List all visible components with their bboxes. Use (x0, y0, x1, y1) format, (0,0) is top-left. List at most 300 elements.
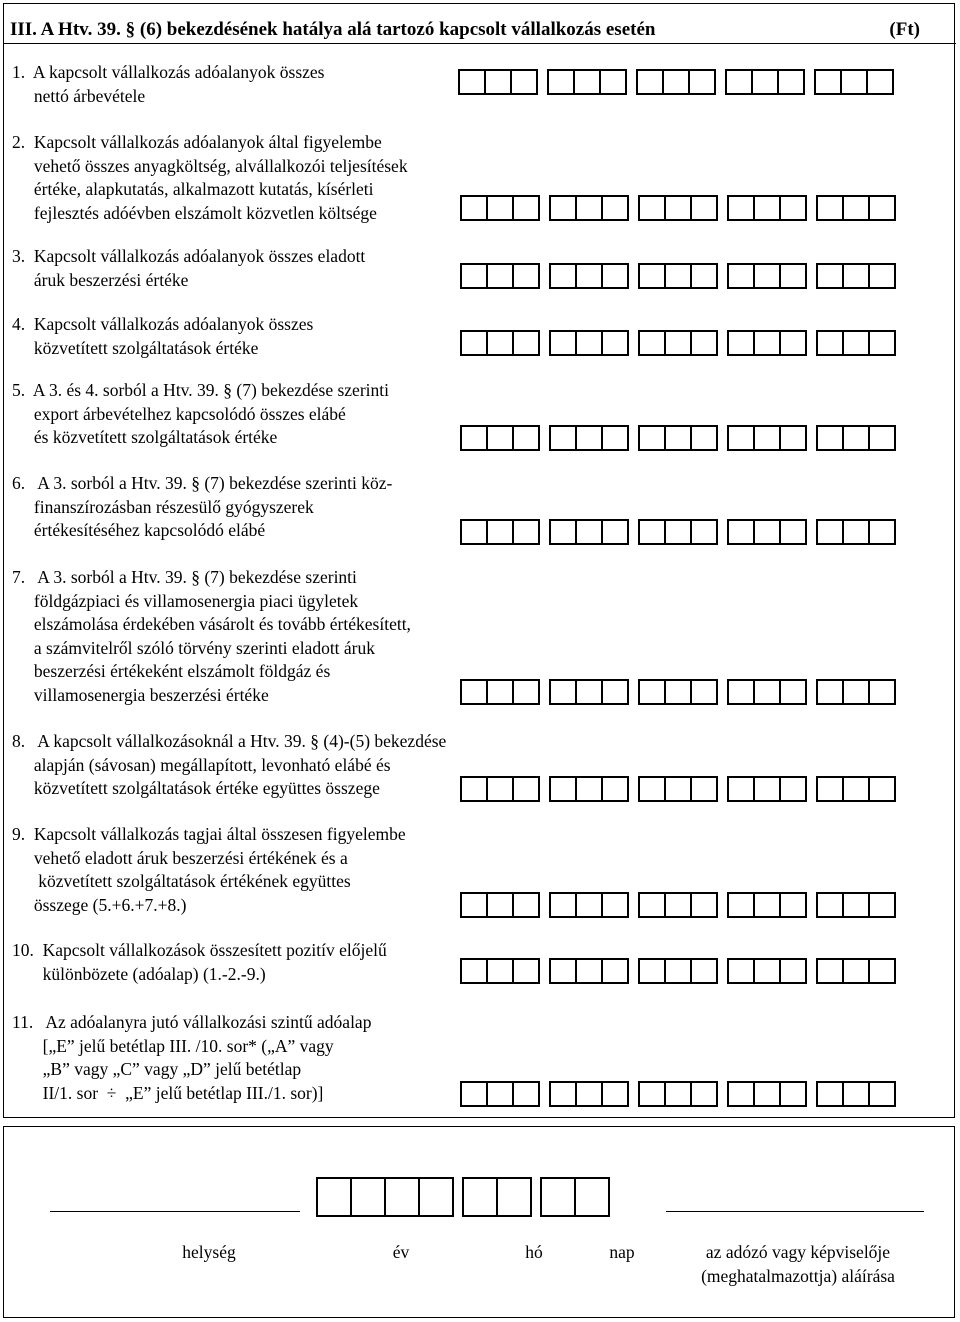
digit-box[interactable] (814, 69, 840, 95)
digit-group[interactable] (727, 776, 807, 802)
row-label-line: „B” vagy „C” vagy „D” jelű betétlap (12, 1059, 302, 1079)
digit-group[interactable] (549, 892, 629, 918)
digit-box[interactable] (460, 892, 486, 918)
digit-box[interactable] (496, 1177, 532, 1217)
digit-box[interactable] (727, 892, 753, 918)
digit-box[interactable] (601, 519, 629, 545)
digit-group[interactable] (460, 425, 540, 451)
digit-box[interactable] (842, 892, 868, 918)
digit-box[interactable] (727, 330, 753, 356)
digit-box[interactable] (690, 519, 718, 545)
digit-box[interactable] (816, 776, 842, 802)
digit-box[interactable] (842, 776, 868, 802)
digit-box[interactable] (484, 69, 510, 95)
digit-box[interactable] (549, 330, 575, 356)
digit-box[interactable] (601, 776, 629, 802)
digit-group[interactable] (638, 195, 718, 221)
digit-group[interactable] (460, 1081, 540, 1107)
digit-box[interactable] (575, 425, 601, 451)
place-line (50, 1211, 300, 1212)
digit-box[interactable] (638, 195, 664, 221)
signature-line (666, 1211, 924, 1212)
digit-box[interactable] (460, 958, 486, 984)
digit-box[interactable] (549, 958, 575, 984)
digit-box[interactable] (842, 195, 868, 221)
row-label-line: 5. A 3. és 4. sorból a Htv. 39. § (7) bekezdése szerinti (12, 380, 389, 400)
digit-group[interactable] (460, 679, 540, 705)
digit-box[interactable] (753, 958, 779, 984)
digit-group[interactable] (816, 425, 896, 451)
row-label-line: a számvitelről szóló törvény szerinti eladott áruk (12, 637, 376, 658)
digit-box[interactable] (690, 1081, 718, 1107)
digit-box[interactable] (510, 69, 538, 95)
year-boxes[interactable] (316, 1177, 454, 1217)
row-label-line: áruk beszerzési értéke (12, 269, 189, 290)
digit-group[interactable] (549, 958, 629, 984)
row-label-line: 11. Az adóalanyra jutó vállalkozási szintű adóalap (12, 1012, 372, 1032)
digit-group[interactable] (816, 1081, 896, 1107)
amount-input-boxes[interactable] (460, 892, 896, 918)
row-label-line: összege (5.+6.+7.+8.) (12, 894, 187, 915)
digit-box[interactable] (575, 1081, 601, 1107)
row-label-line: értékesítéséhez kapcsolódó elábé (12, 520, 266, 540)
digit-group[interactable] (638, 958, 718, 984)
digit-box[interactable] (512, 263, 540, 289)
digit-box[interactable] (816, 425, 842, 451)
row-label-line: 10. Kapcsolt vállalkozások összesített pozitív előjelű (12, 940, 387, 960)
digit-group[interactable] (460, 263, 540, 289)
digit-box[interactable] (779, 679, 807, 705)
row-label-line: közvetített szolgáltatások értéke (12, 337, 259, 358)
digit-box[interactable] (688, 69, 716, 95)
digit-box[interactable] (690, 263, 718, 289)
row-label-line: 8. A kapcsolt vállalkozásoknál a Htv. 39. § (4)-(5) bekezdése (12, 731, 447, 751)
digit-group[interactable] (727, 263, 807, 289)
row-label-line: 9. Kapcsolt vállalkozás tagjai által összesen figyelembe (12, 824, 406, 844)
amount-input-boxes[interactable] (460, 1081, 896, 1107)
digit-box[interactable] (662, 69, 688, 95)
digit-box[interactable] (547, 69, 573, 95)
digit-box[interactable] (549, 519, 575, 545)
digit-group[interactable] (638, 776, 718, 802)
digit-box[interactable] (816, 330, 842, 356)
digit-box[interactable] (753, 330, 779, 356)
section-title: III. A Htv. 39. § (6) bekezdésének hatálya alá tartozó kapcsolt vállalkozás esetén (10, 19, 656, 40)
row-label (12, 730, 482, 801)
digit-group[interactable] (816, 892, 896, 918)
digit-box[interactable] (638, 1081, 664, 1107)
digit-box[interactable] (638, 425, 664, 451)
digit-group[interactable] (727, 195, 807, 221)
digit-box[interactable] (868, 330, 896, 356)
digit-box[interactable] (664, 958, 690, 984)
digit-box[interactable] (549, 892, 575, 918)
digit-box[interactable] (486, 679, 512, 705)
digit-box[interactable] (601, 679, 629, 705)
digit-box[interactable] (460, 1081, 486, 1107)
digit-box[interactable] (460, 195, 486, 221)
digit-box[interactable] (868, 425, 896, 451)
digit-box[interactable] (486, 330, 512, 356)
row-label (12, 245, 482, 292)
digit-box[interactable] (458, 69, 484, 95)
digit-box[interactable] (664, 519, 690, 545)
digit-box[interactable] (549, 1081, 575, 1107)
digit-box[interactable] (549, 195, 575, 221)
digit-group[interactable] (549, 679, 629, 705)
digit-box[interactable] (601, 263, 629, 289)
row-label (12, 939, 482, 986)
digit-group[interactable] (549, 425, 629, 451)
amount-input-boxes[interactable] (460, 958, 896, 984)
digit-box[interactable] (636, 69, 662, 95)
month-label: hó (525, 1242, 543, 1262)
digit-box[interactable] (601, 1081, 629, 1107)
digit-box[interactable] (549, 263, 575, 289)
row-label (12, 379, 482, 450)
row-label-line: finanszírozásban részesülő gyógyszerek (12, 496, 314, 517)
row-label-line: értéke, alapkutatás, alkalmazott kutatás, kísérleti (12, 179, 374, 199)
digit-box[interactable] (664, 679, 690, 705)
amount-input-boxes[interactable] (460, 679, 896, 705)
row-label-line: földgázpiaci és villamosenergia piaci ügyletek (12, 590, 359, 611)
digit-box[interactable] (753, 195, 779, 221)
row-label-line: beszerzési értékeként elszámolt földgáz és (12, 661, 331, 681)
digit-box[interactable] (638, 892, 664, 918)
row-label-line: nettó árbevétele (12, 85, 146, 106)
day-boxes[interactable] (540, 1177, 610, 1217)
amount-input-boxes[interactable] (460, 425, 896, 451)
digit-box[interactable] (842, 1081, 868, 1107)
digit-box[interactable] (512, 776, 540, 802)
row-label (12, 61, 482, 108)
row-label-line: vehető eladott áruk beszerzési értékének és a (12, 847, 348, 868)
digit-group[interactable] (458, 69, 538, 95)
digit-box[interactable] (460, 425, 486, 451)
digit-box[interactable] (868, 195, 896, 221)
digit-box[interactable] (779, 1081, 807, 1107)
digit-box[interactable] (779, 263, 807, 289)
digit-box[interactable] (512, 519, 540, 545)
row-label-line: és közvetített szolgáltatások értéke (12, 427, 278, 447)
digit-group[interactable] (638, 679, 718, 705)
digit-group[interactable] (727, 1081, 807, 1107)
row-label-line: különbözete (adóalap) (1.-2.-9.) (12, 963, 266, 984)
section-header (4, 4, 956, 44)
row-label-line: [„E” jelű betétlap III. /10. sor* („A” vagy (12, 1035, 334, 1056)
digit-group[interactable] (460, 195, 540, 221)
digit-group[interactable] (638, 425, 718, 451)
digit-box[interactable] (664, 892, 690, 918)
digit-box[interactable] (816, 1081, 842, 1107)
digit-box[interactable] (727, 958, 753, 984)
digit-box[interactable] (512, 425, 540, 451)
digit-box[interactable] (753, 425, 779, 451)
row-label-line: 3. Kapcsolt vállalkozás adóalanyok összes eladott (12, 246, 366, 266)
digit-box[interactable] (868, 263, 896, 289)
digit-group[interactable] (549, 519, 629, 545)
digit-box[interactable] (460, 330, 486, 356)
digit-box[interactable] (575, 892, 601, 918)
amount-input-boxes[interactable] (460, 330, 896, 356)
digit-box[interactable] (664, 776, 690, 802)
digit-group[interactable] (549, 195, 629, 221)
amount-input-boxes[interactable] (460, 776, 896, 802)
digit-box[interactable] (462, 1177, 496, 1217)
digit-box[interactable] (727, 195, 753, 221)
digit-box[interactable] (842, 519, 868, 545)
digit-box[interactable] (664, 425, 690, 451)
digit-box[interactable] (574, 1177, 610, 1217)
digit-box[interactable] (575, 195, 601, 221)
digit-box[interactable] (486, 776, 512, 802)
digit-box[interactable] (575, 519, 601, 545)
digit-box[interactable] (573, 69, 599, 95)
digit-group[interactable] (814, 69, 894, 95)
row-label-line: 4. Kapcsolt vállalkozás adóalanyok összes (12, 314, 314, 334)
digit-box[interactable] (816, 958, 842, 984)
digit-group[interactable] (460, 958, 540, 984)
digit-box[interactable] (512, 330, 540, 356)
digit-group[interactable] (725, 69, 805, 95)
digit-box[interactable] (512, 679, 540, 705)
digit-box[interactable] (575, 679, 601, 705)
digit-group[interactable] (727, 958, 807, 984)
digit-box[interactable] (753, 263, 779, 289)
digit-box[interactable] (868, 1081, 896, 1107)
digit-box[interactable] (664, 195, 690, 221)
row-label-line: 1. A kapcsolt vállalkozás adóalanyok összes (12, 62, 325, 82)
digit-box[interactable] (638, 330, 664, 356)
digit-box[interactable] (753, 519, 779, 545)
digit-group[interactable] (816, 519, 896, 545)
row-label-line: közvetített szolgáltatások értéke együttes összege (12, 778, 380, 798)
digit-group[interactable] (549, 330, 629, 356)
row-label-line: alapján (sávosan) megállapított, levonható elábé és (12, 754, 391, 775)
digit-box[interactable] (512, 892, 540, 918)
digit-group[interactable] (638, 1081, 718, 1107)
digit-box[interactable] (601, 958, 629, 984)
digit-box[interactable] (727, 776, 753, 802)
digit-box[interactable] (601, 330, 629, 356)
digit-box[interactable] (842, 425, 868, 451)
digit-box[interactable] (575, 776, 601, 802)
digit-box[interactable] (638, 519, 664, 545)
digit-box[interactable] (690, 425, 718, 451)
digit-group[interactable] (816, 776, 896, 802)
digit-box[interactable] (460, 776, 486, 802)
digit-box[interactable] (727, 1081, 753, 1107)
amount-input-boxes[interactable] (458, 69, 894, 95)
digit-box[interactable] (779, 519, 807, 545)
digit-box[interactable] (512, 1081, 540, 1107)
digit-box[interactable] (486, 425, 512, 451)
row-label-line: közvetített szolgáltatások értékének együttes (12, 871, 351, 891)
digit-box[interactable] (575, 263, 601, 289)
digit-box[interactable] (638, 958, 664, 984)
digit-group[interactable] (727, 519, 807, 545)
digit-box[interactable] (690, 958, 718, 984)
digit-box[interactable] (486, 892, 512, 918)
digit-box[interactable] (486, 263, 512, 289)
place-label: helység (182, 1242, 236, 1262)
digit-box[interactable] (868, 679, 896, 705)
amount-input-boxes[interactable] (460, 519, 896, 545)
digit-box[interactable] (638, 263, 664, 289)
digit-group[interactable] (727, 425, 807, 451)
digit-group[interactable] (549, 1081, 629, 1107)
digit-group[interactable] (638, 892, 718, 918)
row-label-line: fejlesztés adóévben elszámolt közvetlen költsége (12, 202, 377, 223)
digit-box[interactable] (601, 195, 629, 221)
digit-box[interactable] (816, 519, 842, 545)
digit-box[interactable] (690, 679, 718, 705)
digit-box[interactable] (753, 776, 779, 802)
date-boxes[interactable] (316, 1177, 610, 1217)
digit-group[interactable] (816, 958, 896, 984)
month-boxes[interactable] (462, 1177, 532, 1217)
row-label (12, 566, 482, 707)
digit-box[interactable] (842, 958, 868, 984)
digit-group[interactable] (636, 69, 716, 95)
digit-box[interactable] (779, 425, 807, 451)
digit-box[interactable] (816, 892, 842, 918)
digit-box[interactable] (690, 776, 718, 802)
digit-box[interactable] (868, 892, 896, 918)
digit-box[interactable] (866, 69, 894, 95)
digit-box[interactable] (384, 1177, 418, 1217)
digit-box[interactable] (316, 1177, 350, 1217)
digit-group[interactable] (816, 195, 896, 221)
digit-box[interactable] (575, 958, 601, 984)
row-label-line: 6. A 3. sorból a Htv. 39. § (7) bekezdése szerinti köz- (12, 473, 393, 493)
digit-box[interactable] (779, 892, 807, 918)
digit-box[interactable] (727, 519, 753, 545)
digit-box[interactable] (779, 195, 807, 221)
digit-box[interactable] (486, 519, 512, 545)
digit-box[interactable] (816, 195, 842, 221)
digit-box[interactable] (599, 69, 627, 95)
digit-group[interactable] (549, 776, 629, 802)
row-label-line: vehető összes anyagköltség, alvállalkozói teljesítések (12, 155, 408, 176)
digit-box[interactable] (638, 679, 664, 705)
digit-box[interactable] (753, 1081, 779, 1107)
digit-box[interactable] (779, 776, 807, 802)
digit-box[interactable] (486, 195, 512, 221)
currency-unit: (Ft) (889, 19, 920, 40)
amount-input-boxes[interactable] (460, 195, 896, 221)
digit-group[interactable] (460, 892, 540, 918)
signature-section (3, 1126, 955, 1318)
digit-box[interactable] (777, 69, 805, 95)
digit-box[interactable] (816, 263, 842, 289)
digit-box[interactable] (868, 776, 896, 802)
digit-group[interactable] (460, 519, 540, 545)
digit-box[interactable] (664, 1081, 690, 1107)
day-label: nap (609, 1242, 635, 1262)
digit-box[interactable] (418, 1177, 454, 1217)
digit-box[interactable] (727, 679, 753, 705)
digit-group[interactable] (638, 330, 718, 356)
digit-box[interactable] (540, 1177, 574, 1217)
row-label-line: II/1. sor ÷ „E” jelű betétlap III./1. sor)] (12, 1082, 324, 1103)
digit-group[interactable] (816, 263, 896, 289)
digit-box[interactable] (350, 1177, 384, 1217)
form-section-iii (3, 3, 955, 1118)
digit-box[interactable] (868, 519, 896, 545)
digit-box[interactable] (549, 776, 575, 802)
digit-box[interactable] (842, 263, 868, 289)
digit-box[interactable] (486, 1081, 512, 1107)
digit-group[interactable] (638, 263, 718, 289)
row-label (12, 823, 482, 917)
digit-box[interactable] (601, 892, 629, 918)
digit-box[interactable] (460, 679, 486, 705)
digit-box[interactable] (753, 892, 779, 918)
digit-box[interactable] (690, 892, 718, 918)
row-label-line: villamosenergia beszerzési értéke (12, 684, 269, 705)
digit-box[interactable] (751, 69, 777, 95)
digit-box[interactable] (779, 958, 807, 984)
digit-box[interactable] (753, 679, 779, 705)
row-label (12, 1011, 482, 1105)
digit-group[interactable] (816, 330, 896, 356)
digit-box[interactable] (727, 425, 753, 451)
signature-label-2: (meghatalmazottja) aláírása (701, 1266, 895, 1286)
digit-box[interactable] (664, 263, 690, 289)
digit-box[interactable] (460, 519, 486, 545)
row-label-line: elszámolása érdekében vásárolt és tovább értékesített, (12, 614, 411, 634)
signature-label-1: az adózó vagy képviselője (705, 1242, 891, 1262)
digit-box[interactable] (601, 425, 629, 451)
digit-box[interactable] (690, 330, 718, 356)
row-label (12, 472, 482, 543)
digit-box[interactable] (549, 425, 575, 451)
digit-box[interactable] (816, 679, 842, 705)
row-label (12, 131, 482, 225)
row-label-line: 2. Kapcsolt vállalkozás adóalanyok által figyelembe (12, 132, 382, 152)
digit-group[interactable] (727, 330, 807, 356)
digit-box[interactable] (486, 958, 512, 984)
amount-input-boxes[interactable] (460, 263, 896, 289)
digit-box[interactable] (512, 958, 540, 984)
row-label-line: 7. A 3. sorból a Htv. 39. § (7) bekezdése szerinti (12, 567, 357, 587)
digit-group[interactable] (549, 263, 629, 289)
digit-group[interactable] (638, 519, 718, 545)
digit-box[interactable] (460, 263, 486, 289)
digit-box[interactable] (575, 330, 601, 356)
digit-box[interactable] (690, 195, 718, 221)
digit-box[interactable] (842, 330, 868, 356)
digit-box[interactable] (512, 195, 540, 221)
digit-box[interactable] (842, 679, 868, 705)
digit-group[interactable] (460, 776, 540, 802)
digit-box[interactable] (664, 330, 690, 356)
digit-group[interactable] (816, 679, 896, 705)
digit-box[interactable] (868, 958, 896, 984)
digit-group[interactable] (727, 892, 807, 918)
digit-box[interactable] (549, 679, 575, 705)
digit-box[interactable] (840, 69, 866, 95)
digit-box[interactable] (638, 776, 664, 802)
digit-group[interactable] (727, 679, 807, 705)
digit-group[interactable] (460, 330, 540, 356)
digit-box[interactable] (725, 69, 751, 95)
digit-group[interactable] (547, 69, 627, 95)
year-label: év (392, 1242, 410, 1262)
digit-box[interactable] (727, 263, 753, 289)
digit-box[interactable] (779, 330, 807, 356)
